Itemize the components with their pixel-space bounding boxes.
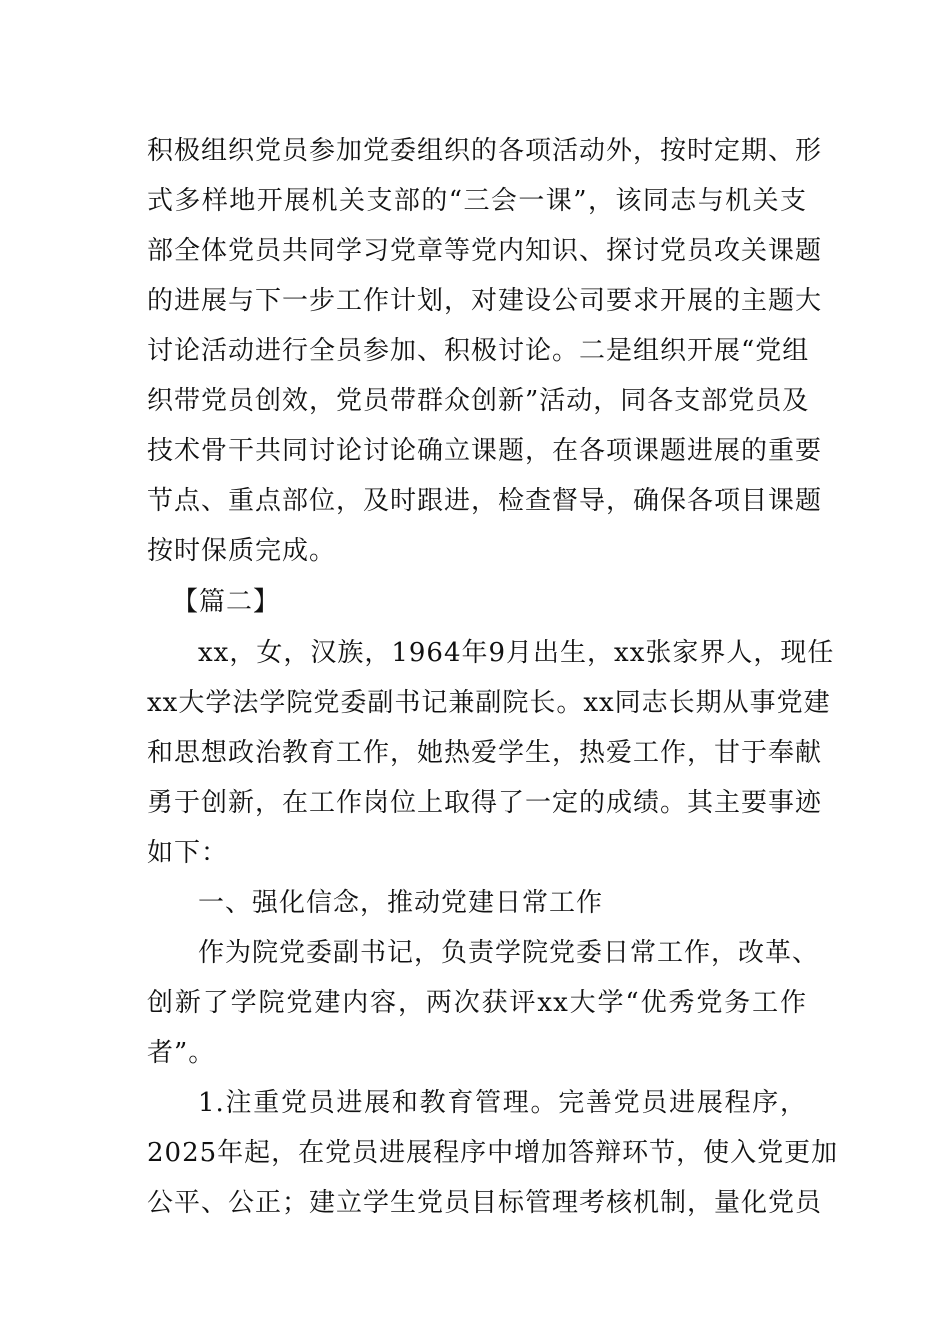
paragraph-line: 1.注重党员进展和教育管理。完善党员进展程序， — [198, 1088, 807, 1118]
paragraph-line: xx，女，汉族，1964年9月出生，xx张家界人，现任 — [198, 638, 835, 668]
section-heading: 一、强化信念，推动党建日常工作 — [198, 888, 604, 918]
section-heading: 【篇二】 — [172, 587, 281, 617]
paragraph-line: 式多样地开展机关支部的“三会一课”，该同志与机关支 — [147, 186, 807, 216]
paragraph-line: xx大学法学院党委副书记兼副院长。xx同志长期从事党建 — [147, 688, 831, 718]
paragraph-line: 织带党员创效，党员带群众创新”活动，同各支部党员及 — [147, 386, 810, 416]
paragraph-line: 作为院党委副书记，负责学院党委日常工作，改革、 — [198, 938, 820, 968]
paragraph-line: 部全体党员共同学习党章等党内知识、探讨党员攻关课题 — [147, 236, 823, 266]
paragraph-line: 技术骨干共同讨论讨论确立课题，在各项课题进展的重要 — [147, 436, 823, 466]
paragraph-line: 创新了学院党建内容，两次获评xx大学“优秀党务工作 — [147, 988, 807, 1018]
paragraph-line: 如下： — [147, 838, 229, 868]
paragraph-line: 积极组织党员参加党委组织的各项活动外，按时定期、形 — [147, 136, 823, 166]
paragraph-line: 者”。 — [147, 1038, 216, 1068]
paragraph-line: 2025年起，在党员进展程序中增加答辩环节，使入党更加 — [147, 1138, 839, 1168]
paragraph-line: 勇于创新，在工作岗位上取得了一定的成绩。其主要事迹 — [147, 788, 823, 818]
paragraph-line: 的进展与下一步工作计划，对建设公司要求开展的主题大 — [147, 286, 823, 316]
paragraph-line: 按时保质完成。 — [147, 536, 337, 566]
paragraph-line: 节点、重点部位，及时跟进，检查督导，确保各项目课题 — [147, 486, 823, 516]
paragraph-line: 公平、公正；建立学生党员目标管理考核机制，量化党员 — [147, 1188, 823, 1218]
paragraph-line: 讨论活动进行全员参加、积极讨论。二是组织开展“党组 — [147, 336, 810, 366]
paragraph-line: 和思想政治教育工作，她热爱学生，热爱工作，甘于奉献 — [147, 738, 823, 768]
